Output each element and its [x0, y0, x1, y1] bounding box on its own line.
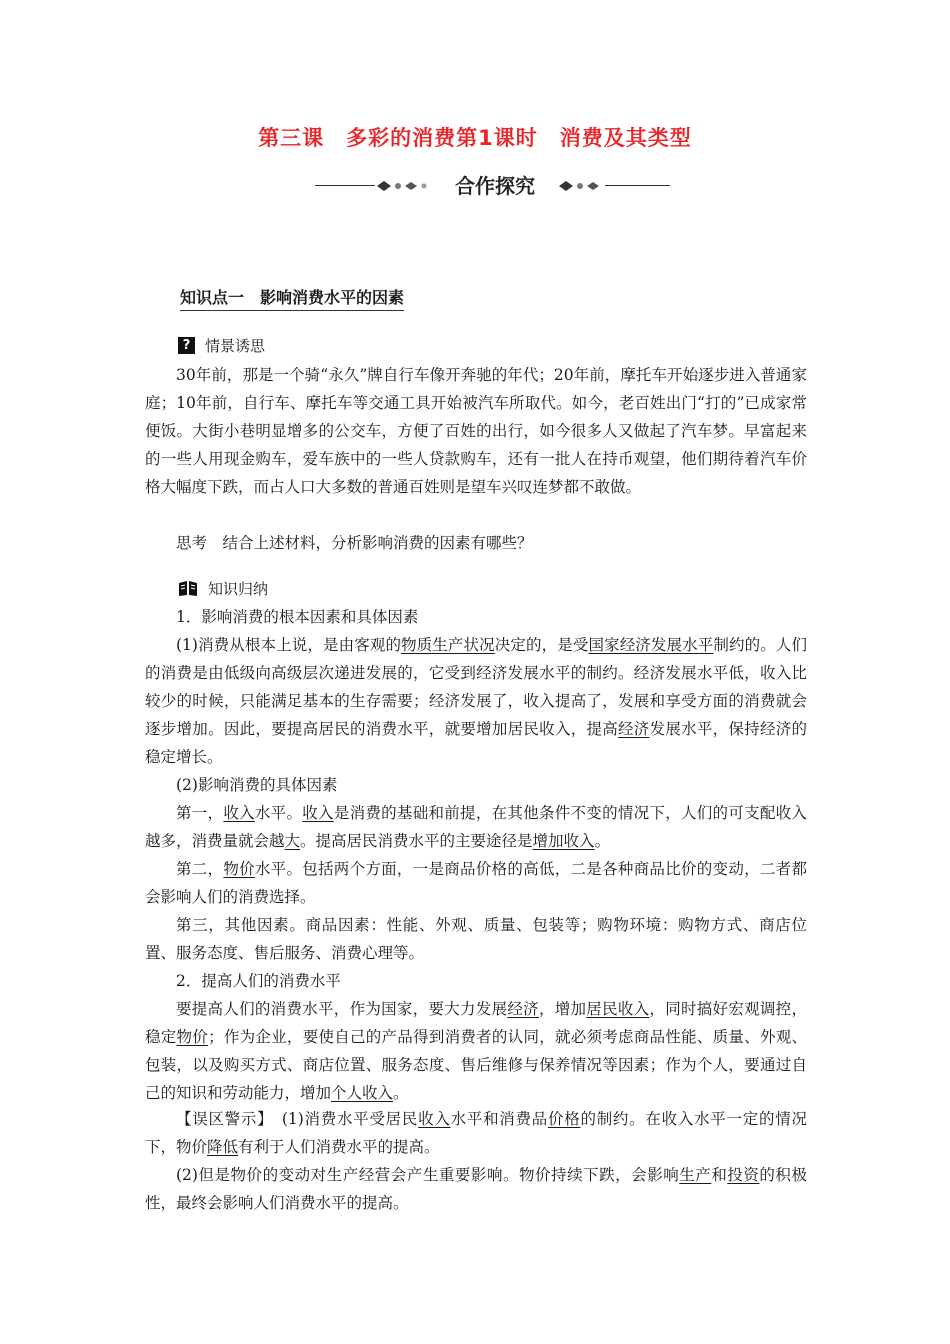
answer-blank: 物价	[176, 1028, 209, 1046]
summary-label-row	[178, 578, 268, 599]
question-icon: ?	[178, 337, 195, 354]
scenario-text: 30年前，那是一个骑“永久”牌自行车像开奔驰的年代；20年前，摩托车开始逐步进入普通家庭；10年前，自行车、摩托车等交通工具开始被汽车所取代。如今，老百姓出门“打的”已成家常便饭。大街小巷明显增多的公交车，方便了百姓的出行，如今很多人又做起了汽车梦。早富起来的一些人用现金购车，爱车族中的一些人贷款购车，还有一批人在持币观望，他们期待着汽车价格大幅度下跌，而占人口大多数的普通百姓则是望车兴叹连梦都不敢做。	[145, 366, 807, 496]
section-heading: 知识点一 影响消费水平的因素	[180, 285, 404, 311]
s2-heading: 2．提高人们的消费水平	[176, 972, 341, 990]
s2-paragraph: 要提高人们的消费水平，作为国家，要大力发展经济，增加居民收入，同时搞好宏观调控，稳定物价；作为企业，要使自己的产品得到消费者的认同，就必须考虑商品性能、质量、外观、包装，以及购买方式、商店位置、服务态度、售后维修与保养情况等因素；作为个人，要通过自己的知识和劳动能力，增加个人收入。	[145, 1000, 807, 1102]
answer-blank: 增加收入	[532, 832, 595, 850]
warning-paragraph-1: 【误区警示】 (1)消费水平受居民收入水平和消费品价格的制约。在收入水平一定的情况下，物价降低有利于人们消费水平的提高。	[145, 1110, 807, 1156]
s1-paragraph-1: (1)消费从根本上说，是由客观的物质生产状况决定的，是受国家经济发展水平制约的。人们的消费是由低级向高级层次递进发展的，它受到经济发展水平的制约。经济发展水平低，收入比较少的时候，只能满足基本的生存需要；经济发展了，收入提高了，发展和享受方面的消费就会逐步增加。因此，要提高居民的消费水平，就要增加居民收入，提高经济发展水平，保持经济的稳定增长。	[145, 636, 807, 766]
answer-blank: 个人收入	[331, 1084, 394, 1102]
answer-blank: 价格	[548, 1110, 581, 1128]
answer-blank: 国家经济发展水平	[588, 636, 714, 654]
answer-blank: 生产	[679, 1166, 712, 1184]
answer-blank: 收入	[223, 804, 255, 822]
section-banner	[315, 170, 670, 202]
ornament-icon	[375, 179, 433, 193]
warning-paragraph-2: (2)但是物价的变动对生产经营会产生重要影响。物价持续下跌，会影响生产和投资的积极性，最终会影响人们消费水平的提高。	[145, 1166, 807, 1212]
scenario-label-row	[178, 335, 265, 356]
answer-blank: 物质生产状况	[401, 636, 495, 654]
think-question: 思考 结合上述材料，分析影响消费的因素有哪些？	[176, 534, 533, 552]
s1-heading: 1．影响消费的根本因素和具体因素	[176, 608, 419, 626]
warning-label: 【误区警示】	[176, 1110, 266, 1128]
scenario-label: 情景诱思	[205, 337, 266, 355]
factor-other: 第三，其他因素。商品因素：性能、外观、质量、包装等；购物环境：购物方式、商店位置、服务态度、售后服务、消费心理等。	[145, 916, 807, 962]
factor-price: 第二，物价水平。包括两个方面，一是商品价格的高低，二是各种商品比价的变动，二者都会影响人们的消费选择。	[145, 860, 807, 906]
answer-blank: 大	[284, 832, 301, 850]
s1-subheading: (2)影响消费的具体因素	[176, 776, 338, 794]
answer-blank: 经济	[618, 720, 650, 738]
book-icon	[178, 580, 198, 597]
banner-title: 合作探究	[455, 174, 535, 198]
answer-blank: 降低	[207, 1138, 239, 1156]
ornament-icon	[557, 179, 603, 193]
answer-blank: 收入	[418, 1110, 451, 1128]
banner-rule-left	[315, 185, 375, 186]
answer-blank: 经济	[507, 1000, 539, 1018]
answer-blank: 投资	[727, 1166, 760, 1184]
factor-income: 第一，收入水平。收入是消费的基础和前提，在其他条件不变的情况下，人们的可支配收入越多，消费量就会越大。提高居民消费水平的主要途径是增加收入。	[145, 804, 807, 850]
page-title: 第三课 多彩的消费第1课时 消费及其类型	[258, 126, 692, 150]
summary-label: 知识归纳	[208, 580, 269, 598]
answer-blank: 收入	[302, 804, 334, 822]
answer-blank: 物价	[223, 860, 255, 878]
answer-blank: 居民收入	[586, 1000, 650, 1018]
banner-rule-right	[605, 185, 670, 186]
